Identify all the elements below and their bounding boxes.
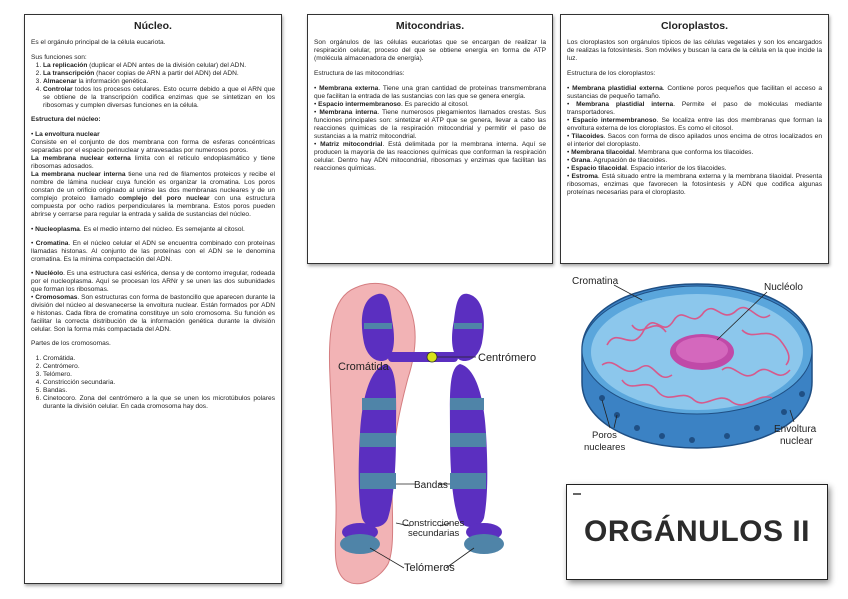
band	[360, 473, 396, 489]
list-item: • Estroma. Está situado entre la membrana externa y la membrana tilaoidal. Presenta ribosomas, enzimas que favorecen la fotosíntesis y ADN que codifica algunas proteínas necesarias para el cloroplasto.	[567, 173, 823, 196]
pore	[634, 425, 640, 431]
label-constricciones: Constricciones	[402, 518, 465, 529]
list-item: • Membrana plastidial interna. Permite el paso de moléculas mediante transportadores.	[567, 101, 822, 116]
title-box	[566, 484, 828, 580]
list-item: • Grana. Agrupación de tilacoides.	[567, 157, 668, 164]
label-cromatina: Cromatina	[572, 276, 619, 287]
centromere-marker	[427, 352, 437, 362]
pore	[689, 437, 695, 443]
structure-list	[31, 226, 275, 334]
functions-list	[31, 62, 275, 110]
label-envoltura: Envoltura	[774, 424, 817, 435]
chloroplast-list	[567, 85, 822, 197]
page-title: ORGÁNULOS II	[583, 515, 810, 548]
list-item: 1. Cromátida.	[43, 355, 275, 363]
structure-heading: Estructura del núcleo:	[31, 116, 101, 123]
list-item: 2. La transcripción (hacer copias de ARN a partir del ADN) del ADN.	[43, 70, 275, 78]
list-item: • Espacio tilacoidal. Espacio interior de los tilacoides.	[567, 165, 727, 172]
external-membrane: La membrana nuclear externa limita con el retículo endoplasmático y tiene ribosomas adosados.	[31, 155, 275, 170]
list-item: 1. La replicación (duplicar el ADN antes de la división celular) del ADN.	[43, 62, 275, 70]
list-item: • Cromosomas. Son estructuras con forma de bastoncillo que aparecen durante la división del núcleo al desvanecerse la envoltura nuclear. Están formados por ADN e histonas. Cada fibra de cromatina constituye un solo cromosoma. Su función es facilitar la correcta distribución de la información genética durante la división celular. Son la forma más compactada del ADN.	[31, 294, 276, 333]
band	[360, 433, 396, 447]
band	[450, 433, 486, 447]
label-bandas: Bandas	[414, 480, 448, 491]
mitochondria-title: Mitocondrias.	[395, 20, 465, 32]
pore	[754, 425, 760, 431]
band	[450, 473, 486, 489]
list-item: 2. Centrómero.	[43, 363, 275, 371]
list-item: • Tilacoides. Sacos con forma de disco apilados unos encima de otros localizados en el interior del cloroplasto.	[567, 133, 823, 148]
envelope-heading: La envoltura nuclear	[35, 131, 100, 138]
title-box-mark	[573, 493, 581, 495]
list-item: 3. Telómero.	[43, 371, 275, 379]
pore	[781, 409, 787, 415]
list-item: 4. Constricción secundaria.	[43, 379, 275, 387]
list-item: • Nucleoplasma. Es el medio interno del núcleo. Es semejante al citosol.	[31, 226, 245, 233]
mitochondria-structure-heading: Estructura de las mitocondrias:	[314, 70, 405, 77]
list-item: 3. Almacenar la información genética.	[43, 78, 275, 86]
list-item: • Matriz mitocondrial. Está delimitada por la membrana interna. Aquí se producen la mayoría de las reacciones químicas que conforman la respiración celular. Dentro hay ADN mitocondrial, ribosomas y enzimas que facilitan las reacciones químicas.	[314, 141, 547, 172]
nucleus-panel: Núcleo. Es el orgánulo principal de la célula eucariota. Sus funciones son: 1. La replicación (duplicar el ADN antes de la división celular) del ADN. 2. La transcripción (hacer copias de ARN a partir del ADN) del ADN. 3. Almacenar la información genética. 4. Controlar todos los procesos celulares. Esto ocurre debido a que el ARN que se obtiene de la transcripción codifica enzimas que se sintetizan en los ribosomas y cumplen diversas funciones en la célula. Estructura del núcleo: • La envoltura nuclear Consiste en el conjunto de dos membrana con forma de esferas concéntricas separadas por el espacio perinuclear y atravesadas por numerosos poros. La membrana nuclear externa limita con el retículo endoplasmático y tiene ribosomas adosados. La membrana nuclear interna tiene una red de filamentos proteicos y recibe el nombre de lámina nuclear cuya función es organizar la cromatina. Los poros constan de un orificio originado al unirse las dos membranas nucleares y de un complejo proteico llamado complejo del poro nuclear con una estructura compuesta por ocho radios perpendiculares la membrana. Estos poros pueden abrirse y cerrarse para regular la entrada y salida de sustancias del núcleo. • Nucleoplasma. Es el medio interno del núcleo. Es semejante al citosol. • Cromatina. En el núcleo celular el ADN se encuentra combinado con proteínas llamadas histonas. Al conjunto de las proteínas con el ADN se le denomina cromatina. Es la mínima compactación del ADN. • Nucléolo. Es una estructura casi esférica, densa y de contorno irregular, rodeada por el nucleoplasma. Aquí se procesan los ARNr y se unen las dos subunidades que forman los ribosomas. • Cromosomas. Son estructuras con forma de bastoncillo que aparecen durante la división del núcleo al desvanecerse la envoltura nuclear. Están formados por ADN e histonas. Cada fibra de cromatina constituye un solo cromosoma. Su función es facilitar la correcta distribución de la información genética durante la división celular. Son la forma más compactada del ADN. Partes de los cromosomas. 1. Cromátida. 2. Centrómero. 3. Telómero. 4. Constricción secundaria. 5. Bandas. 6. Cinetocoro. Zona del centrómero a la que se unen los microtúbulos polares durante la división celular. En cada cromosoma hay dos.	[24, 14, 282, 584]
list-item: • Espacio intermembranoso. Se localiza entre las dos membranas que forman la envoltura externa de los cloroplastos. Es como el citosol.	[567, 117, 823, 132]
list-item: 5. Bandas.	[43, 387, 275, 395]
list-item: • Membrana externa. Tiene una gran cantidad de proteínas transmembrana que facilitan la entrada de las sustancias con las que se genera energía.	[314, 85, 546, 100]
list-item: • Membrana tilacoidal. Membrana que conforma los tilacoides.	[567, 149, 754, 156]
list-item: • Membrana interna. Tiene numerosos plegamientos llamados crestas. Sus funciones principales son: sintetizar el ATP que se genera, llevar a cabo las reacciones químicas de la respiración mitocondrial y permitir el paso de sustancias a la matriz mitocondrial.	[314, 109, 547, 140]
parts-heading: Partes de los cromosomas.	[31, 340, 111, 347]
mitochondria-list	[314, 85, 546, 173]
list-item: • Membrana plastidial externa. Contiene poros pequeños que facilitan el acceso a sustancias de pequeño tamaño.	[567, 85, 822, 100]
label-centromero: Centrómero	[478, 352, 537, 364]
band	[454, 323, 482, 329]
nucleus-title: Núcleo.	[134, 20, 172, 32]
nucleus-intro: Es el orgánulo principal de la célula eucariota.	[31, 39, 166, 46]
label-nucleares: nucleares	[584, 442, 626, 453]
chloroplast-panel	[560, 14, 829, 264]
chloroplast-structure-heading: Estructura de los cloroplastos:	[567, 70, 656, 77]
functions-heading: Sus funciones son:	[31, 54, 87, 61]
chloroplast-title: Cloroplastos.	[660, 20, 729, 32]
nucleolus-inner	[676, 337, 728, 363]
chloroplast-intro: Los cloroplastos son orgánulos típicos de las células vegetales y son los encargados de realizas la fotosíntesis. Son móviles y buscan la cara de la célula en la que incide la luz.	[567, 39, 822, 62]
band	[362, 398, 396, 410]
list-item: • Cromatina. En el núcleo celular el ADN se encuentra combinado con proteínas llamadas histonas. Al conjunto de las proteínas con el ADN se le denomina cromatina. Es la mínima compactación del ADN.	[31, 240, 275, 263]
list-item: • Nucléolo. Es una estructura casi esférica, densa y de contorno irregular, rodeada por el nucleoplasma. Aquí se procesan los ARNr y se unen las dos subunidades que forman los ribosomas.	[31, 270, 275, 293]
mitochondria-intro: Son orgánulos de las células eucariotas que se encargan de realizar la respiración celular, proceso del que se obtiene energía en forma de ATP (molécula almacenadora de energía).	[314, 39, 546, 62]
label-cromatida: Cromátida	[338, 361, 389, 373]
list-item: • Espacio intermembranoso. Es parecido al citosol.	[314, 101, 469, 108]
envelope-text: Consiste en el conjunto de dos membrana con forma de esferas concéntricas separadas por el espacio perinuclear y atravesadas por numerosos poros.	[31, 139, 275, 154]
label-nucleolo: Nucléolo	[764, 282, 803, 293]
nucleus-diagram	[562, 270, 832, 460]
mitochondria-panel	[307, 14, 553, 264]
telomere-left-band	[340, 534, 380, 554]
list-item: 6. Cinetocoro. Zona del centrómero a la que se unen los microtúbulos polares durante la división celular. En cada cromosoma hay dos.	[43, 395, 275, 411]
label-nuclear: nuclear	[780, 436, 813, 447]
chromosome-diagram	[300, 268, 560, 590]
label-secundarias: secundarias	[408, 528, 460, 539]
internal-membrane: La membrana nuclear interna tiene una red de filamentos proteicos y recibe el nombre de lámina nuclear cuya función es organizar la cromatina. Los poros constan de un orificio originado al unirse las dos membranas nucleares y de un complejo proteico llamado complejo del poro nuclear con una estructura compuesta por ocho radios perpendiculares la membrana. Estos poros pueden abrirse y cerrarse para regular la entrada y salida de sustancias del núcleo.	[31, 171, 276, 218]
parts-list	[31, 355, 275, 411]
label-telomeros: Telómeros	[404, 562, 455, 574]
pore	[724, 433, 730, 439]
pore	[659, 433, 665, 439]
band	[450, 398, 484, 410]
band	[364, 323, 392, 329]
pore	[799, 391, 805, 397]
label-poros: Poros	[592, 430, 617, 441]
list-item: 4. Controlar todos los procesos celulares. Esto ocurre debido a que el ARN que se obtiene de la transcripción codifica enzimas que se sintetizan en los ribosomas y cumplen diversas funciones en la célula.	[43, 86, 275, 110]
